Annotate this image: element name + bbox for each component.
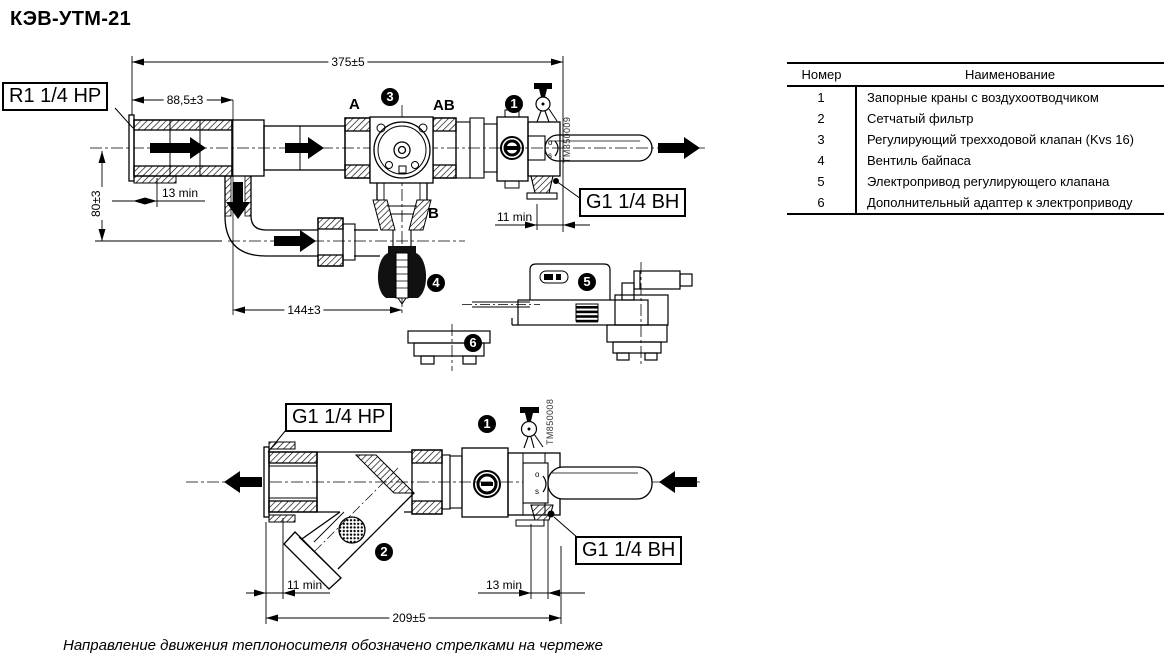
parts-table xyxy=(787,62,1164,215)
port-a-label: A xyxy=(349,96,360,113)
table-row xyxy=(787,192,1164,214)
port-b-label: B xyxy=(428,205,439,222)
dim-height: 80±3 xyxy=(89,187,103,220)
part-name: Вентиль байпаса xyxy=(856,150,1164,171)
page-title: КЭВ-УТМ-21 xyxy=(10,8,132,30)
callout-3-valve: 3 xyxy=(381,88,399,106)
dim-thread-in-top: 13 min xyxy=(162,186,199,200)
table-row xyxy=(787,108,1164,129)
handle-open-mark-top: o xyxy=(548,138,553,147)
callout-4-bypass-valve: 4 xyxy=(427,274,445,292)
actuator-drawing xyxy=(462,264,692,360)
handle-shut-mark-top: s xyxy=(548,151,552,160)
part-name: Дополнительный адаптер к электроприводу xyxy=(856,192,1164,214)
table-row xyxy=(787,129,1164,150)
drawing-code-bottom: TM850008 xyxy=(545,398,555,445)
table-row xyxy=(787,150,1164,171)
dim-thread-out-bottom: 13 min xyxy=(486,578,523,592)
handle-open-mark-bottom: o xyxy=(535,470,540,479)
part-number: 3 xyxy=(817,132,825,147)
part-number: 6 xyxy=(817,195,825,210)
parts-table-header xyxy=(787,63,1164,86)
dim-total-top: 375±5 xyxy=(328,55,367,69)
part-number: 2 xyxy=(817,111,825,126)
part-name: Сетчатый фильтр xyxy=(856,108,1164,129)
part-number: 1 xyxy=(817,90,825,105)
port-ab-label: AB xyxy=(433,97,455,114)
part-number: 4 xyxy=(817,153,825,168)
callout-2-strainer: 2 xyxy=(375,543,393,561)
callout-5-actuator: 5 xyxy=(578,273,596,291)
bottom-assembly-drawing xyxy=(186,407,700,624)
part-name: Запорные краны с воздухоотводчиком xyxy=(856,86,1164,108)
callout-1-ball-valve-top: 1 xyxy=(505,95,523,113)
callout-1-ball-valve-bottom: 1 xyxy=(478,415,496,433)
top-outlet-thread-label: G1 1/4 ВН xyxy=(579,188,686,217)
col-header-name: Наименование xyxy=(856,63,1164,86)
part-number: 5 xyxy=(817,174,825,189)
drawing-code-top: TM850009 xyxy=(562,116,572,163)
dim-inlet-offset: 88,5±3 xyxy=(164,93,207,107)
callout-6-adapter: 6 xyxy=(464,334,482,352)
table-row xyxy=(787,171,1164,192)
part-name: Электропривод регулирующего клапана xyxy=(856,171,1164,192)
dim-total-bottom: 209±5 xyxy=(389,611,428,625)
bottom-outlet-thread-label: G1 1/4 ВН xyxy=(575,536,682,565)
table-row xyxy=(787,86,1164,108)
handle-shut-mark-bottom: s xyxy=(535,487,539,496)
dim-bypass: 144±3 xyxy=(284,303,323,317)
flow-direction-note: Направление движения теплоносителя обозначено стрелками на чертеже xyxy=(63,637,604,654)
col-header-number: Номер xyxy=(787,63,856,86)
top-inlet-thread-label: R1 1/4 НР xyxy=(2,82,108,111)
part-name: Регулирующий трехходовой клапан (Kvs 16) xyxy=(856,129,1164,150)
dim-thread-out-top: 11 min xyxy=(497,210,533,224)
bottom-inlet-thread-label: G1 1/4 НР xyxy=(285,403,392,432)
dim-thread-in-bottom: 11 min xyxy=(287,578,323,592)
